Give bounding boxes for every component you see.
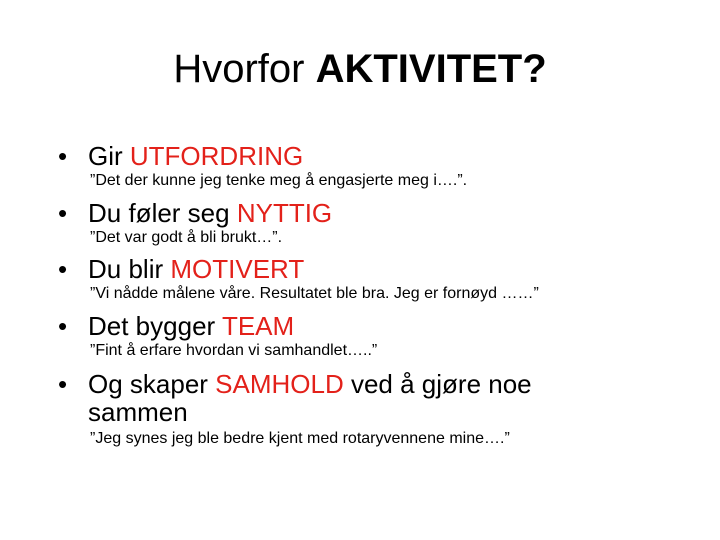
quote-utfordring: ”Det der kunne jeg tenke meg å engasjerte meg i….”. [90, 172, 468, 189]
bullet-marker: • [58, 254, 68, 284]
bullet-motivert [58, 255, 304, 283]
bullet-continuation: sammen [88, 397, 188, 427]
bullet-marker: • [58, 369, 68, 399]
bullet-prefix: Det bygger [88, 311, 222, 341]
bullet-suffix: ved å gjøre noe [343, 369, 532, 399]
title-normal: Hvorfor [173, 47, 316, 91]
bullet-team [58, 312, 294, 340]
title-bold: AKTIVITET? [315, 47, 547, 91]
slide-title [0, 44, 720, 94]
bullet-highlight: SAMHOLD [215, 369, 344, 399]
bullet-prefix: Du blir [88, 254, 171, 284]
bullet-nyttig [58, 199, 332, 227]
bullet-marker: • [58, 311, 68, 341]
bullet-prefix: Gir [88, 141, 130, 171]
bullet-utfordring [58, 142, 303, 170]
quote-samhold: ”Jeg synes jeg ble bedre kjent med rotaryvennene mine….” [90, 430, 510, 447]
quote-team: ”Fint å erfare hvordan vi samhandlet…..” [90, 342, 378, 359]
quote-motivert: ”Vi nådde målene våre. Resultatet ble bra. Jeg er fornøyd ……” [90, 285, 539, 302]
bullet-marker: • [58, 141, 68, 171]
bullet-prefix: Og skaper [88, 369, 216, 399]
bullet-highlight: TEAM [221, 311, 295, 341]
bullet-prefix: Du føler seg [88, 198, 237, 228]
bullet-samhold [58, 370, 532, 426]
bullet-highlight: NYTTIG [236, 198, 333, 228]
bullet-highlight: UTFORDRING [129, 141, 304, 171]
bullet-highlight: MOTIVERT [170, 254, 305, 284]
quote-nyttig: ”Det var godt å bli brukt…”. [90, 229, 283, 246]
bullet-marker: • [58, 198, 68, 228]
